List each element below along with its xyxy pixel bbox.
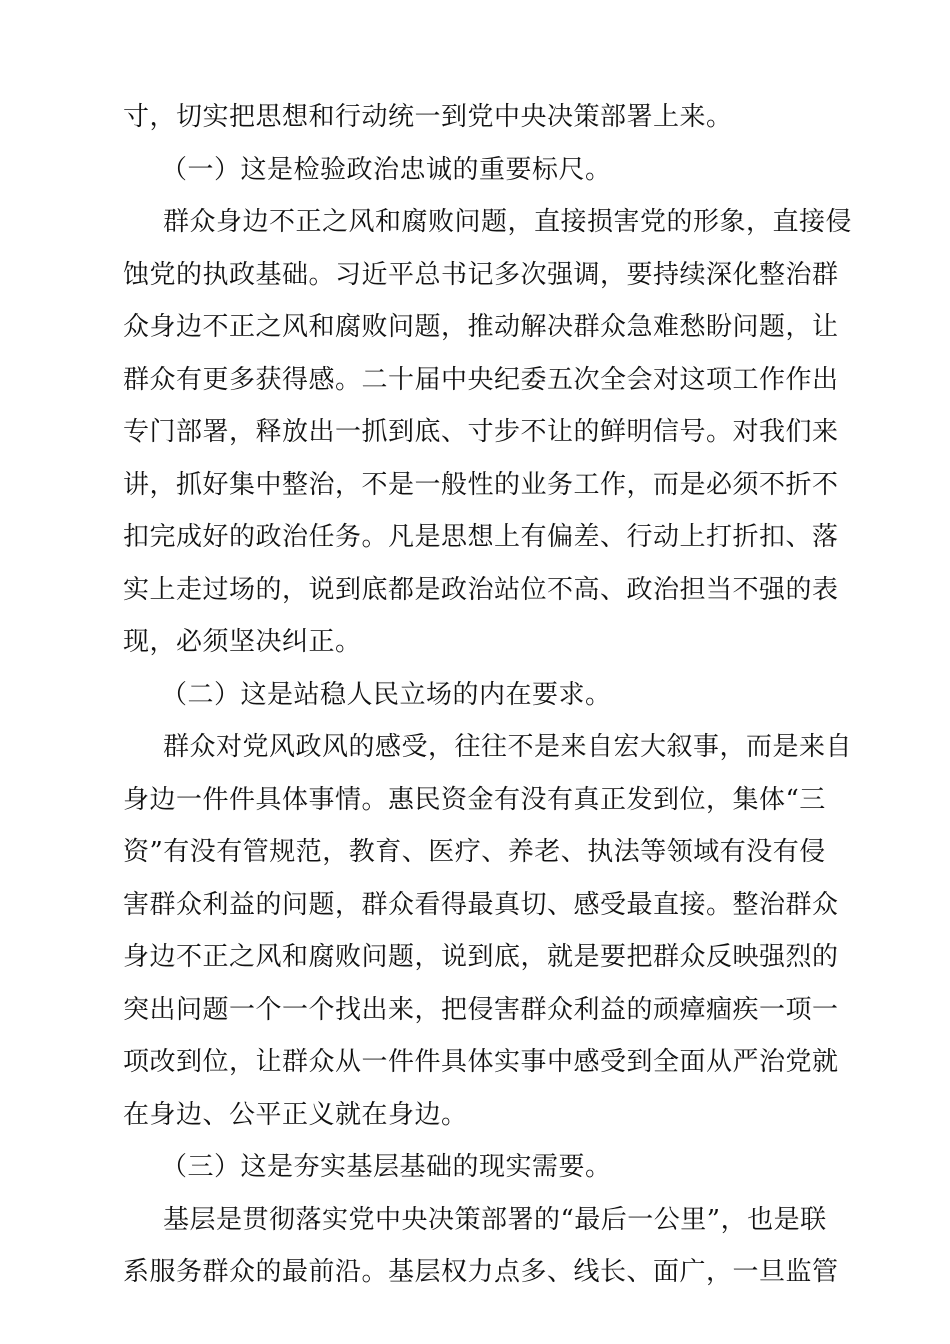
text-line: 实上走过场的，说到底都是政治站位不高、政治担当不强的表 [123,574,839,605]
text-line: 蚀党的执政基础。习近平总书记多次强调，要持续深化整治群 [123,259,839,290]
text-line: 扣完成好的政治任务。凡是思想上有偏差、行动上打折扣、落 [123,522,839,552]
text-line: 在身边、公平正义就在身边。 [123,1099,468,1130]
text-line: 讲，抓好集中整治，不是一般性的业务工作，而是必须不折不 [123,469,839,500]
text-line: 众身边不正之风和腐败问题，推动解决群众急难愁盼问题，让 [123,312,839,342]
text-line: 害群众利益的问题，群众看得最真切、感受最直接。整治群众 [123,889,839,920]
text-line: 突出问题一个一个找出来，把侵害群众利益的顽瘴痼疾一项一 [123,994,839,1025]
paragraph-1-line-1: 群众身边不正之风和腐败问题，直接损害党的形象，直接侵 [163,207,853,237]
paragraph-3-line-1: 基层是贯彻落实党中央决策部署的“最后一公里”，也是联 [163,1204,827,1235]
section-heading-3: （三）这是夯实基层基础的现实需要。 [161,1152,612,1182]
text-line: 资”有没有管规范，教育、医疗、养老、执法等领域有没有侵 [123,837,826,867]
text-line: 项改到位，让群众从一件件具体实事中感受到全面从严治党就 [123,1047,839,1077]
text-line: 身边一件件具体事情。惠民资金有没有真正发到位，集体“三 [123,784,826,815]
text-line: 专门部署，释放出一抓到底、寸步不让的鲜明信号。对我们来 [123,417,839,447]
section-heading-1: （一）这是检验政治忠诚的重要标尺。 [161,154,612,185]
section-heading-2: （二）这是站稳人民立场的内在要求。 [161,679,612,710]
text-line: 身边不正之风和腐败问题，说到底，就是要把群众反映强烈的 [123,942,839,972]
text-line: 群众有更多获得感。二十届中央纪委五次全会对这项工作作出 [123,364,839,395]
paragraph-2-line-1: 群众对党风政风的感受，往往不是来自宏大叙事，而是来自 [163,732,853,762]
document-body [123,91,853,1299]
text-line: 寸，切实把思想和行动统一到党中央决策部署上来。 [123,102,733,132]
text-line: 现，必须坚决纠正。 [123,627,362,657]
text-line: 系服务群众的最前沿。基层权力点多、线长、面广，一旦监管 [123,1257,839,1287]
